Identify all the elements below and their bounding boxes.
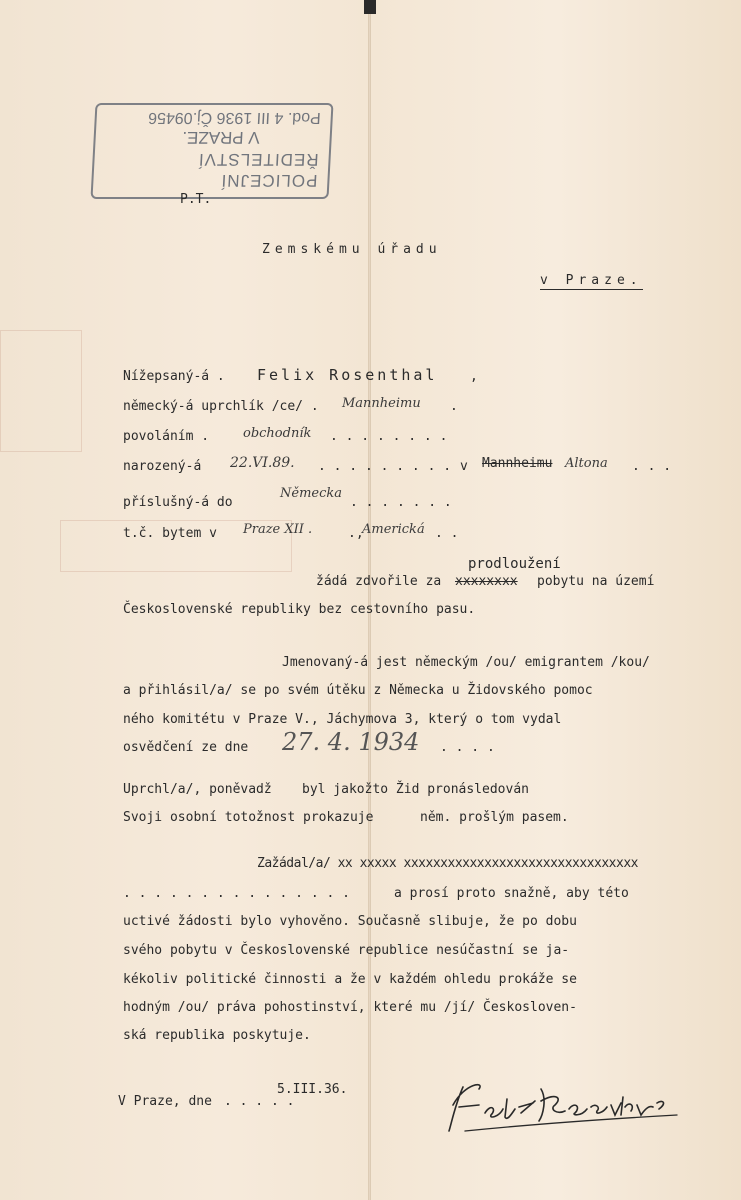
certificate-date: 27. 4. 1934 bbox=[282, 728, 420, 756]
born-place-label: v bbox=[460, 459, 468, 474]
residence-value: Praze XII . bbox=[243, 522, 313, 537]
stamp-line: POLICEJNÍ ŘEDITELSTVÍ bbox=[197, 149, 320, 190]
page-notch bbox=[364, 0, 376, 14]
residence-label: t.č. bytem v bbox=[123, 526, 217, 541]
paragraph-line: svého pobytu v Československé republice nesúčastní se ja- bbox=[123, 943, 570, 958]
signed-label: Nížepsaný-á . bbox=[123, 369, 225, 384]
paragraph-line: Svoji osobní totožnost prokazuje bbox=[123, 810, 374, 825]
handwritten-signature bbox=[445, 1075, 685, 1135]
dot-fill: . . . . bbox=[440, 740, 495, 755]
paragraph-line: hodným /ou/ práva pohostinství, které mu /jí/ Českosloven- bbox=[123, 1000, 577, 1015]
paragraph-line: a přihlásil/a/ se po svém útěku z Německa u Židovského pomoc bbox=[123, 683, 593, 698]
police-receipt-stamp bbox=[90, 103, 333, 199]
paragraph-line: kékoliv politické činnosti a že v každém ohledu prokáže se bbox=[123, 972, 577, 987]
paragraph-line: osvědčení ze dne bbox=[123, 740, 249, 755]
punct: , bbox=[470, 369, 478, 384]
paragraph-line: Uprchl/a/, poněvadž bbox=[123, 782, 272, 797]
paragraph-fill: něm. prošlým pasem. bbox=[420, 810, 569, 825]
salutation: P.T. bbox=[180, 192, 212, 207]
request-text: pobytu na území bbox=[537, 574, 655, 589]
occupation-value: obchodník bbox=[243, 426, 312, 441]
paragraph-line: Jmenovaný-á jest německým /ou/ emigrantem /kou/ bbox=[282, 655, 650, 670]
dot-fill: . . . . . . . . . bbox=[318, 459, 452, 474]
request-text: Československé republiky bez cestovního pasu. bbox=[123, 602, 476, 617]
page-fold bbox=[368, 0, 371, 1200]
refugee-label: německý-á uprchlík /ce/ . bbox=[123, 399, 319, 414]
stamp-line: V PRAZE. bbox=[181, 128, 261, 148]
paragraph-line: ného komitétu v Praze V., Jáchymova 3, který o tom vydal bbox=[123, 712, 562, 727]
dot-fill: . . bbox=[435, 526, 459, 541]
dot-fill: . . . . . . . . bbox=[330, 429, 448, 444]
paragraph-line: ská republika poskytuje. bbox=[123, 1028, 311, 1043]
addressee-city: v Praze. bbox=[540, 273, 643, 288]
dot-fill: . bbox=[450, 399, 458, 414]
dot-fill: . . . . . . . bbox=[350, 495, 452, 510]
born-date: 22.VI.89. bbox=[230, 455, 295, 471]
occupation-label: povoláním . bbox=[123, 429, 210, 444]
paragraph-fill: byl jakožto Žid pronásledován bbox=[302, 782, 529, 797]
signed-name: Felix Rosenthal bbox=[257, 366, 438, 384]
dot-fill: . . . bbox=[632, 459, 672, 474]
request-struck: xxxxxxxx bbox=[455, 574, 518, 589]
request-text: žádá zdvořile za bbox=[316, 574, 442, 589]
closing-date: 5.III.36. bbox=[277, 1082, 348, 1097]
struck-line: Zažádal/a/ xx xxxxx xxxxxxxxxxxxxxxxxxxxxxxxxxxxxxxx bbox=[257, 856, 638, 871]
residence-street: Americká bbox=[362, 522, 425, 537]
born-label: narozený-á bbox=[123, 459, 202, 474]
closing-place: V Praze, dne bbox=[118, 1094, 212, 1109]
dot-fill: . . . . . bbox=[224, 1094, 295, 1109]
bleed-through-mark bbox=[0, 330, 82, 452]
punct: ., bbox=[348, 526, 364, 541]
stamp-line: Pod. 4 III 1936 Čj.09456 bbox=[147, 109, 322, 127]
dot-fill: . . . . . . . . . . . . . . . bbox=[123, 886, 350, 901]
paragraph-line: a prosí proto snažně, aby této bbox=[394, 886, 629, 901]
citizenship-label: příslušný-á do bbox=[123, 495, 233, 510]
born-place-value: Altona bbox=[565, 456, 608, 471]
paragraph-line: uctivé žádosti bylo vyhověno. Současně slibuje, že po dobu bbox=[123, 914, 577, 929]
born-place-struck: Mannheimu bbox=[482, 456, 553, 471]
citizenship-value: Německa bbox=[280, 486, 342, 501]
inserted-word: prodloužení bbox=[468, 556, 561, 572]
addressee-office: Zemskému úřadu bbox=[262, 242, 442, 257]
refugee-value: Mannheimu bbox=[342, 396, 421, 411]
